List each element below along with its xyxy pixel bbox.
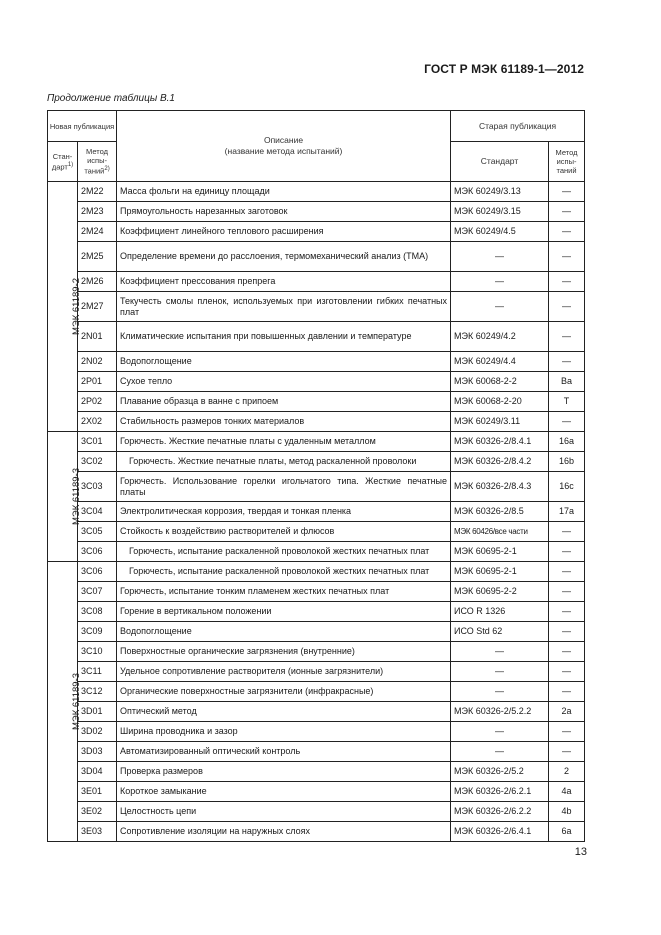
method-code-cell: 3C11 xyxy=(78,662,117,682)
table-head xyxy=(48,111,585,182)
description-header-line1: Описание xyxy=(263,135,304,145)
old-method-header: Метод испы-таний xyxy=(549,142,585,182)
method-code-cell: 3C04 xyxy=(78,502,117,522)
method-code-cell: 3C03 xyxy=(78,472,117,502)
old-standard-cell: МЭК 60249/4.4 xyxy=(451,352,549,372)
table-row xyxy=(48,202,585,222)
standard-group-label: МЭК 61189-2 xyxy=(71,277,83,336)
old-method-cell: — xyxy=(549,642,585,662)
old-standard-cell: — xyxy=(451,662,549,682)
old-method-cell: — xyxy=(549,412,585,432)
old-method-cell: — xyxy=(549,202,585,222)
old-standard-cell: МЭК 60249/4.2 xyxy=(451,322,549,352)
old-standard-cell: МЭК 60326-2/6.2.2 xyxy=(451,802,549,822)
old-standard-cell: МЭК 60326-2/8.4.3 xyxy=(451,472,549,502)
table-caption: Продолжение таблицы В.1 xyxy=(47,93,175,104)
standard-group-cell xyxy=(48,182,83,432)
table-row xyxy=(48,392,585,412)
table-row xyxy=(48,582,585,602)
standard-header-text: Стан-дарт xyxy=(51,151,73,172)
old-standard-cell: МЭК 60326-2/6.2.1 xyxy=(451,782,549,802)
old-method-cell: Ba xyxy=(549,372,585,392)
method-code-cell: 3C12 xyxy=(78,682,117,702)
old-method-cell: — xyxy=(549,352,585,372)
description-cell: Сухое тепло xyxy=(117,372,451,392)
description-cell: Стойкость к воздействию растворителей и флюсов xyxy=(117,522,451,542)
old-standard-cell: — xyxy=(451,742,549,762)
description-cell: Органические поверхностные загрязнители (инфракрасные) xyxy=(117,682,451,702)
method-code-cell: 2X02 xyxy=(78,412,117,432)
description-cell: Проверка размеров xyxy=(117,762,451,782)
description-cell: Горючесть. Жесткие печатные платы с удаленным металлом xyxy=(117,432,451,452)
old-method-cell: — xyxy=(549,582,585,602)
standard-group-cell xyxy=(48,432,83,562)
old-method-cell: 2 xyxy=(549,762,585,782)
old-method-cell: 16b xyxy=(549,452,585,472)
methods-table xyxy=(47,110,585,842)
method-code-cell: 2M24 xyxy=(78,222,117,242)
description-cell: Оптический метод xyxy=(117,702,451,722)
old-standard-cell: МЭК 60326-2/5.2.2 xyxy=(451,702,549,722)
old-method-cell: 2a xyxy=(549,702,585,722)
old-publication-header: Старая публикация xyxy=(451,111,585,142)
method-code-cell: 3C06 xyxy=(78,542,117,562)
table-row xyxy=(48,802,585,822)
old-standard-cell: — xyxy=(451,682,549,702)
old-method-cell: — xyxy=(549,522,585,542)
page-number: 13 xyxy=(574,846,587,858)
method-code-cell: 2M22 xyxy=(78,182,117,202)
description-cell: Текучесть смолы пленок, используемых при изготовлении гибких печатных плат xyxy=(117,292,451,322)
description-cell: Горючесть. Жесткие печатные платы, метод раскаленной проволоки xyxy=(117,452,451,472)
table-row xyxy=(48,432,585,452)
table-row xyxy=(48,742,585,762)
old-standard-cell: МЭК 60326-2/5.2 xyxy=(451,762,549,782)
table-row xyxy=(48,292,585,322)
old-method-cell: 16a xyxy=(549,432,585,452)
old-standard-cell: — xyxy=(451,642,549,662)
method-code-cell: 3C01 xyxy=(78,432,117,452)
method-code-cell: 3C10 xyxy=(78,642,117,662)
table-body xyxy=(48,182,585,842)
old-standard-cell: МЭК 60695-2-1 xyxy=(451,562,549,582)
description-cell: Целостность цепи xyxy=(117,802,451,822)
table-row xyxy=(48,372,585,392)
description-cell: Горючесть, испытание раскаленной проволокой жестких печатных плат xyxy=(117,562,451,582)
description-cell: Стабильность размеров тонких материалов xyxy=(117,412,451,432)
table-row xyxy=(48,662,585,682)
description-cell: Горючесть. Использование горелки игольчатого типа. Жесткие печатные платы xyxy=(117,472,451,502)
description-cell: Водопоглощение xyxy=(117,622,451,642)
old-standard-cell: — xyxy=(451,292,549,322)
table-row xyxy=(48,682,585,702)
old-method-cell: 6a xyxy=(549,822,585,842)
standard-header xyxy=(48,142,78,182)
description-cell: Автоматизированный оптический контроль xyxy=(117,742,451,762)
description-cell: Поверхностные органические загрязнения (внутренние) xyxy=(117,642,451,662)
old-method-cell: — xyxy=(549,682,585,702)
description-cell: Горючесть, испытание раскаленной проволокой жестких печатных плат xyxy=(117,542,451,562)
table-row xyxy=(48,452,585,472)
description-header-line2: (название метода испытаний) xyxy=(224,146,343,156)
old-standard-cell: — xyxy=(451,242,549,272)
description-cell: Удельное сопротивление растворителя (ионные загрязнители) xyxy=(117,662,451,682)
method-code-cell: 2N01 xyxy=(78,322,117,352)
table-row xyxy=(48,272,585,292)
description-cell: Горючесть, испытание тонким пламенем жестких печатных плат xyxy=(117,582,451,602)
method-code-cell: 2M23 xyxy=(78,202,117,222)
old-method-cell: — xyxy=(549,622,585,642)
description-cell: Масса фольги на единицу площади xyxy=(117,182,451,202)
old-standard-cell: МЭК 60426/все части xyxy=(451,522,549,542)
table-row xyxy=(48,762,585,782)
table-row xyxy=(48,602,585,622)
method-code-cell: 2M27 xyxy=(78,292,117,322)
method-code-cell: 3E01 xyxy=(78,782,117,802)
standard-group-cell xyxy=(48,562,83,842)
old-standard-cell: МЭК 60068-2-20 xyxy=(451,392,549,412)
table-row xyxy=(48,722,585,742)
method-code-cell: 3C08 xyxy=(78,602,117,622)
description-cell: Коэффициент линейного теплового расширения xyxy=(117,222,451,242)
table-row xyxy=(48,522,585,542)
method-code-cell: 2M25 xyxy=(78,242,117,272)
table-row xyxy=(48,642,585,662)
old-method-cell: — xyxy=(549,292,585,322)
method-code-cell: 2P01 xyxy=(78,372,117,392)
table-row xyxy=(48,242,585,272)
method-code-cell: 3C05 xyxy=(78,522,117,542)
old-standard-cell: МЭК 60249/3.13 xyxy=(451,182,549,202)
method-header-text: Метод испы-таний xyxy=(84,147,108,176)
old-standard-header: Стандарт xyxy=(451,142,549,182)
old-method-cell: 16c xyxy=(549,472,585,502)
method-code-cell: 3D04 xyxy=(78,762,117,782)
old-standard-cell: МЭК 60249/4.5 xyxy=(451,222,549,242)
old-standard-cell: ИСО Std 62 xyxy=(451,622,549,642)
old-method-cell: — xyxy=(549,742,585,762)
table-row xyxy=(48,472,585,502)
standard-group-label: МЭК 61189-3 xyxy=(71,467,83,526)
table-row xyxy=(48,782,585,802)
old-standard-cell: ИСО R 1326 xyxy=(451,602,549,622)
old-method-cell: — xyxy=(549,242,585,272)
method-code-cell: 3C06 xyxy=(78,562,117,582)
table-row xyxy=(48,622,585,642)
method-code-cell: 3E03 xyxy=(78,822,117,842)
table-row xyxy=(48,322,585,352)
method-code-cell: 3C02 xyxy=(78,452,117,472)
old-method-cell: — xyxy=(549,662,585,682)
old-standard-cell: МЭК 60249/3.15 xyxy=(451,202,549,222)
description-cell: Короткое замыкание xyxy=(117,782,451,802)
description-cell: Плавание образца в ванне с припоем xyxy=(117,392,451,412)
standard-footnote-mark: 1) xyxy=(67,161,74,168)
old-standard-cell: МЭК 60068-2-2 xyxy=(451,372,549,392)
old-method-cell: — xyxy=(549,542,585,562)
table-row xyxy=(48,352,585,372)
old-standard-cell: МЭК 60326-2/6.4.1 xyxy=(451,822,549,842)
old-method-cell: — xyxy=(549,562,585,582)
old-standard-cell: — xyxy=(451,272,549,292)
table-row xyxy=(48,822,585,842)
old-standard-cell: МЭК 60326-2/8.5 xyxy=(451,502,549,522)
method-code-cell: 3D01 xyxy=(78,702,117,722)
description-cell: Определение времени до расслоения, термомеханический анализ (ТМА) xyxy=(117,242,451,272)
old-method-cell: T xyxy=(549,392,585,412)
old-standard-cell: МЭК 60695-2-1 xyxy=(451,542,549,562)
old-method-cell: — xyxy=(549,322,585,352)
document-title: ГОСТ Р МЭК 61189-1—2012 xyxy=(424,62,584,76)
description-cell: Горение в вертикальном положении xyxy=(117,602,451,622)
old-method-cell: — xyxy=(549,222,585,242)
method-code-cell: 2M26 xyxy=(78,272,117,292)
old-standard-cell: — xyxy=(451,722,549,742)
method-code-cell: 3C09 xyxy=(78,622,117,642)
old-method-cell: 4a xyxy=(549,782,585,802)
old-standard-cell: МЭК 60249/3.11 xyxy=(451,412,549,432)
description-cell: Коэффициент прессования препрега xyxy=(117,272,451,292)
method-header xyxy=(78,142,117,182)
old-standard-cell: МЭК 60326-2/8.4.2 xyxy=(451,452,549,472)
table-row xyxy=(48,222,585,242)
method-code-cell: 2P02 xyxy=(78,392,117,412)
standard-group-label: МЭК 61189-3 xyxy=(71,672,83,731)
method-code-cell: 3D02 xyxy=(78,722,117,742)
table-row xyxy=(48,182,585,202)
old-method-cell: 17a xyxy=(549,502,585,522)
table-row xyxy=(48,412,585,432)
description-cell: Ширина проводника и зазор xyxy=(117,722,451,742)
description-cell: Сопротивление изоляции на наружных слоях xyxy=(117,822,451,842)
description-cell: Прямоугольность нарезанных заготовок xyxy=(117,202,451,222)
table-row xyxy=(48,562,585,582)
new-publication-header: Новая публикация xyxy=(48,111,117,142)
old-standard-cell: МЭК 60326-2/8.4.1 xyxy=(451,432,549,452)
old-method-cell: — xyxy=(549,602,585,622)
old-method-cell: — xyxy=(549,722,585,742)
old-method-cell: 4b xyxy=(549,802,585,822)
method-code-cell: 3D03 xyxy=(78,742,117,762)
description-cell: Водопоглощение xyxy=(117,352,451,372)
table-row xyxy=(48,702,585,722)
old-standard-cell: МЭК 60695-2-2 xyxy=(451,582,549,602)
table-row xyxy=(48,542,585,562)
method-code-cell: 2N02 xyxy=(78,352,117,372)
description-cell: Электролитическая коррозия, твердая и тонкая пленка xyxy=(117,502,451,522)
table-row xyxy=(48,502,585,522)
old-method-cell: — xyxy=(549,182,585,202)
method-footnote-mark: 2) xyxy=(104,166,110,173)
method-code-cell: 3E02 xyxy=(78,802,117,822)
method-code-cell: 3C07 xyxy=(78,582,117,602)
old-method-cell: — xyxy=(549,272,585,292)
description-header xyxy=(117,111,451,182)
description-cell: Климатические испытания при повышенных давлении и температуре xyxy=(117,322,451,352)
